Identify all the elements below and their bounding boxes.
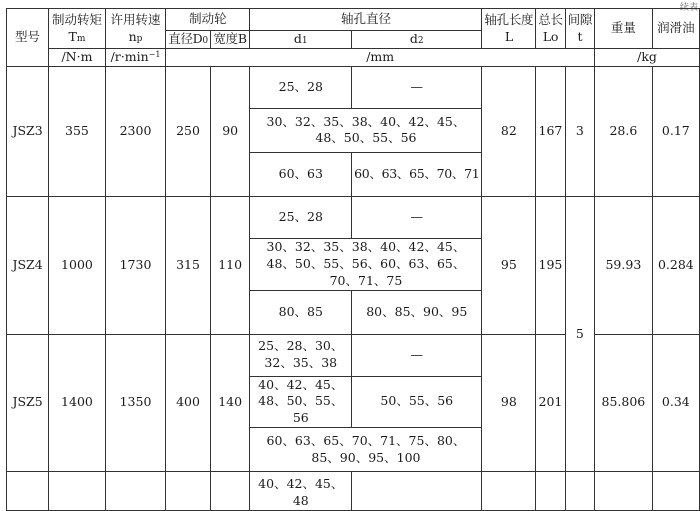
cell-weight: 28.6	[595, 66, 653, 196]
cell-diameter	[166, 472, 211, 511]
cell-d1: 25、28	[250, 196, 352, 238]
table-row	[7, 472, 700, 511]
table-row	[7, 66, 700, 108]
cell-d2: 80、85、90、95	[352, 290, 482, 334]
header-speed-symbol: np	[128, 28, 143, 44]
cell-speed: 2300	[105, 66, 165, 196]
unit-speed: $/r\cdot\min^{-1}$	[105, 49, 165, 67]
cell-d1: 25、28	[250, 66, 352, 108]
cell-bore-length: 95	[482, 196, 536, 334]
cell-d1-merged: 30、32、35、38、40、42、45、48、50、55、56、60、63、65、70、71、75	[250, 238, 482, 290]
cell-d1-merged: 60、63、65、70、71、75、80、85、90、95、100	[250, 428, 482, 472]
cell-d2: 60、63、65、70、71	[352, 152, 482, 196]
header-brake-wheel: 制动轮	[166, 9, 250, 31]
cell-d2: —	[352, 196, 482, 238]
cell-speed: 1730	[105, 196, 165, 334]
cell-diameter: 400	[166, 334, 211, 472]
cell-torque	[49, 472, 106, 511]
header-model: 型号	[7, 9, 49, 67]
cell-d1: 40、42、45、48、50、55、56	[250, 376, 352, 428]
cell-bore-length: 82	[482, 66, 536, 196]
cell-d1: 25、28、30、32、35、38	[250, 334, 352, 376]
header-d2: d2	[352, 31, 482, 49]
cell-d2: 50、55、56	[352, 376, 482, 428]
cell-d2: —	[352, 66, 482, 108]
cell-weight	[595, 472, 653, 511]
cell-lubricant: 0.17	[652, 66, 699, 196]
cell-model	[7, 472, 49, 511]
header-wheel-diameter: 直径D0	[166, 31, 211, 49]
coupling-spec-table	[6, 8, 700, 511]
cell-torque: 355	[49, 66, 106, 196]
cell-model: JSZ4	[7, 196, 49, 334]
header-speed-name: 许用转速	[110, 11, 161, 27]
cell-total-length: 167	[536, 66, 565, 196]
cell-d1: 40、42、45、48	[250, 472, 352, 511]
cell-d2: —	[352, 334, 482, 376]
cell-width: 90	[210, 66, 250, 196]
cell-d1-merged: 30、32、35、38、40、42、45、48、50、55、56	[250, 108, 482, 152]
cell-total-length	[536, 472, 565, 511]
header-torque	[49, 9, 106, 49]
cell-d1: 80、85	[250, 290, 352, 334]
header-d1: d1	[250, 31, 352, 49]
cell-d1: 60、63	[250, 152, 352, 196]
unit-length: /mm	[166, 49, 595, 67]
header-torque-symbol: Tm	[68, 28, 86, 44]
cell-model: JSZ3	[7, 66, 49, 196]
cell-weight: 85.806	[595, 334, 653, 472]
cell-bore-length	[482, 472, 536, 511]
header-bore-diameter: 轴孔直径	[250, 9, 482, 31]
cell-width	[210, 472, 250, 511]
table-row	[7, 196, 700, 238]
cell-lubricant	[652, 472, 699, 511]
cell-width: 140	[210, 334, 250, 472]
unit-torque: /N·m	[49, 49, 106, 67]
header-total-length: 总长 Lo	[536, 9, 565, 49]
header-lubricant: 润滑油	[652, 9, 699, 49]
cell-speed	[105, 472, 165, 511]
cell-torque: 1000	[49, 196, 106, 334]
cell-total-length: 201	[536, 334, 565, 472]
header-gap: 间隙 t	[565, 9, 594, 49]
cell-torque: 1400	[49, 334, 106, 472]
header-weight: 重量	[595, 9, 653, 49]
cell-diameter: 315	[166, 196, 211, 334]
cell-bore-length: 98	[482, 334, 536, 472]
corner-mark: 续表	[679, 3, 698, 13]
cell-model: JSZ5	[7, 334, 49, 472]
header-wheel-width: 宽度B	[210, 31, 250, 49]
cell-diameter: 250	[166, 66, 211, 196]
header-speed	[105, 9, 165, 49]
cell-lubricant: 0.284	[652, 196, 699, 334]
cell-gap: 3	[565, 66, 594, 196]
header-torque-name: 制动转矩	[51, 11, 102, 27]
cell-d2	[352, 472, 482, 511]
table-row	[7, 334, 700, 376]
unit-weight: /kg	[595, 49, 700, 67]
header-bore-length: 轴孔长度 L	[482, 9, 536, 49]
cell-gap	[565, 472, 594, 511]
cell-speed: 1350	[105, 334, 165, 472]
cell-weight: 59.93	[595, 196, 653, 334]
cell-width: 110	[210, 196, 250, 334]
cell-gap: 5	[565, 196, 594, 471]
cell-total-length: 195	[536, 196, 565, 334]
cell-lubricant: 0.34	[652, 334, 699, 472]
